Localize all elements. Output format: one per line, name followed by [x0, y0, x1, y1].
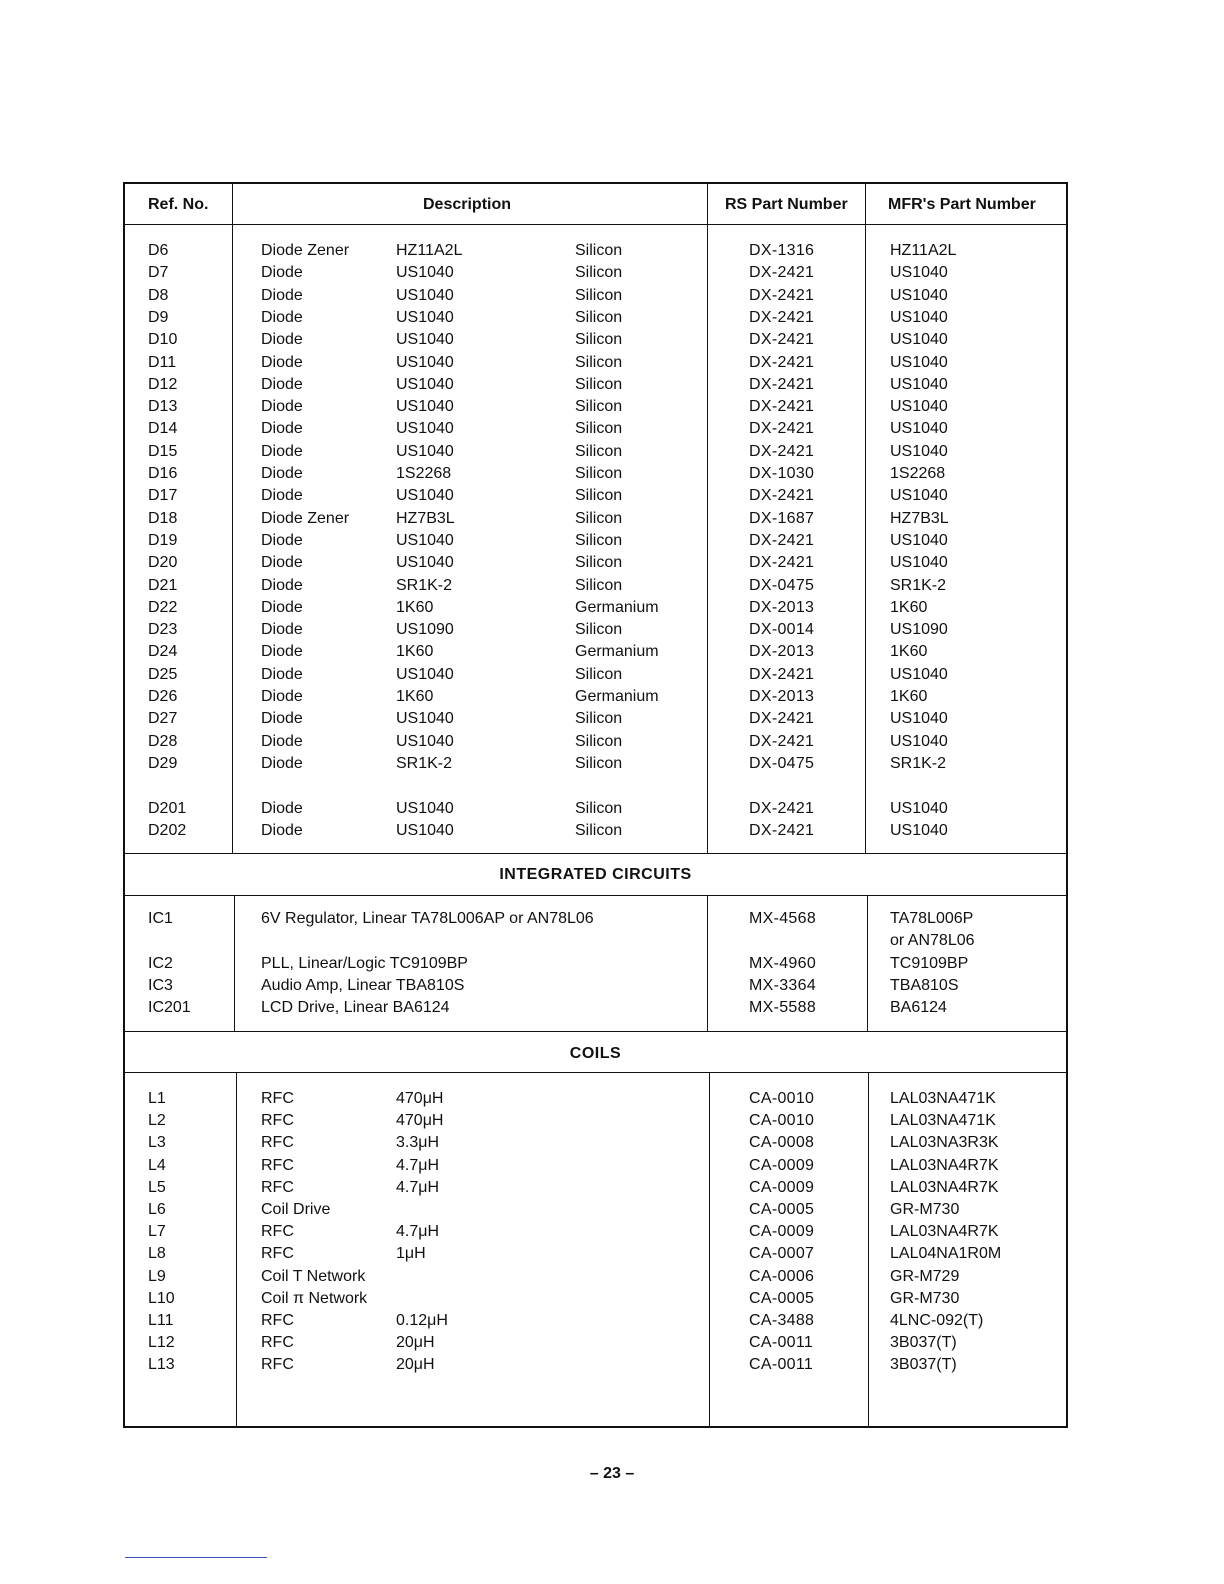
rs-part-number: DX-1687 — [749, 510, 815, 527]
mfr-part-number: LAL03NA471K — [890, 1112, 996, 1129]
ref-no: D10 — [148, 331, 178, 348]
component-material: Silicon — [575, 710, 623, 727]
rs-part-number: DX-0475 — [749, 755, 815, 772]
table-row — [125, 1354, 1066, 1376]
component-type: RFC — [261, 1334, 294, 1351]
component-type: Diode — [261, 287, 303, 304]
rs-part-number: CA-0008 — [749, 1134, 815, 1151]
table-row — [125, 441, 1066, 463]
rs-part-number: DX-2421 — [749, 420, 815, 437]
component-material: Silicon — [575, 822, 623, 839]
header-mfr-part: MFR's Part Number — [888, 196, 1036, 213]
table-row — [125, 1177, 1066, 1199]
mfr-part-number: GR-M730 — [890, 1201, 960, 1218]
table-row — [125, 641, 1066, 663]
component-description: 6V Regulator, Linear TA78L006AP or AN78L06 — [261, 910, 594, 927]
table-row — [125, 1243, 1066, 1265]
mfr-part-number: US1040 — [890, 331, 948, 348]
ref-no: D201 — [148, 800, 187, 817]
component-type: RFC — [261, 1312, 294, 1329]
rs-part-number: DX-2013 — [749, 599, 815, 616]
component-part: HZ7B3L — [396, 510, 455, 527]
mfr-part-number: LAL03NA4R7K — [890, 1179, 999, 1196]
component-part: US1040 — [396, 264, 454, 281]
ref-no: L9 — [148, 1268, 166, 1285]
mfr-part-number: US1040 — [890, 443, 948, 460]
ref-no: D26 — [148, 688, 178, 705]
component-type: Coil T Network — [261, 1268, 366, 1285]
component-value: 20μH — [396, 1334, 435, 1351]
mfr-part-number: LAL03NA3R3K — [890, 1134, 999, 1151]
ref-no: D6 — [148, 242, 169, 259]
table-row — [125, 1310, 1066, 1332]
table-row — [125, 908, 1066, 930]
component-part: SR1K-2 — [396, 755, 453, 772]
rs-part-number: DX-2421 — [749, 309, 815, 326]
ref-no: IC2 — [148, 954, 173, 972]
rs-part-number: CA-0011 — [749, 1334, 814, 1351]
ref-no: L10 — [148, 1290, 175, 1307]
component-part: US1040 — [396, 287, 454, 304]
component-type: RFC — [261, 1179, 294, 1196]
mfr-part-number: 1K60 — [890, 599, 928, 616]
mfr-part-number: US1040 — [890, 487, 948, 504]
component-type: Diode — [261, 710, 303, 727]
ref-no: D25 — [148, 666, 178, 683]
ref-no: L1 — [148, 1090, 166, 1107]
mfr-part-number: LAL03NA4R7K — [890, 1157, 999, 1174]
component-type: Diode — [261, 621, 303, 638]
mfr-part-number: or AN78L06 — [890, 932, 975, 950]
component-part: US1040 — [396, 733, 454, 750]
rs-part-number: DX-2421 — [749, 287, 815, 304]
ref-no: L13 — [148, 1356, 175, 1373]
component-part: US1040 — [396, 398, 454, 415]
rs-part-number: DX-2421 — [749, 666, 815, 683]
table-row — [125, 463, 1066, 485]
component-part: 1S2268 — [396, 465, 452, 482]
component-type: Diode — [261, 577, 303, 594]
component-part: US1040 — [396, 420, 454, 437]
mfr-part-number: BA6124 — [890, 999, 947, 1017]
ref-no: L5 — [148, 1179, 166, 1196]
component-type: RFC — [261, 1223, 294, 1240]
component-material: Germanium — [575, 688, 659, 705]
component-part: US1040 — [396, 554, 454, 571]
rs-part-number: CA-0009 — [749, 1179, 815, 1196]
component-type: Diode Zener — [261, 242, 350, 259]
component-part: US1040 — [396, 710, 454, 727]
component-material: Silicon — [575, 755, 623, 772]
component-type: Diode — [261, 599, 303, 616]
mfr-part-number: TC9109BP — [890, 954, 969, 972]
component-value: 0.12μH — [396, 1312, 448, 1329]
rs-part-number: DX-2421 — [749, 710, 815, 727]
rs-part-number: CA-0006 — [749, 1268, 815, 1285]
ref-no: IC201 — [148, 999, 191, 1017]
ref-no: D22 — [148, 599, 178, 616]
component-part: US1040 — [396, 487, 454, 504]
mfr-part-number: HZ11A2L — [890, 242, 957, 259]
table-row — [125, 753, 1066, 775]
table-row — [125, 1088, 1066, 1110]
component-description: PLL, Linear/Logic TC9109BP — [261, 954, 468, 972]
rs-part-number: DX-2421 — [749, 487, 815, 504]
rs-part-number: DX-2421 — [749, 331, 815, 348]
component-type: Diode — [261, 755, 303, 772]
component-material: Silicon — [575, 532, 623, 549]
component-part: SR1K-2 — [396, 577, 453, 594]
component-material: Silicon — [575, 420, 623, 437]
ref-no: L7 — [148, 1223, 166, 1240]
mfr-part-number: LAL04NA1R0M — [890, 1245, 1002, 1262]
table-row — [125, 1288, 1066, 1310]
component-type: Diode — [261, 554, 303, 571]
component-value: 4.7μH — [396, 1157, 440, 1174]
table-row — [125, 820, 1066, 842]
component-type: RFC — [261, 1134, 294, 1151]
mfr-part-number: 1K60 — [890, 643, 928, 660]
ref-no: L3 — [148, 1134, 166, 1151]
mfr-part-number: 4LNC-092(T) — [890, 1312, 984, 1329]
component-value: 4.7μH — [396, 1179, 440, 1196]
table-row — [125, 597, 1066, 619]
mfr-part-number: 3B037(T) — [890, 1356, 957, 1373]
component-type: Diode — [261, 420, 303, 437]
component-type: Coil Drive — [261, 1201, 331, 1218]
ref-no: L6 — [148, 1201, 166, 1218]
rs-part-number: CA-0005 — [749, 1201, 815, 1218]
rs-part-number: DX-2421 — [749, 532, 815, 549]
table-row — [125, 329, 1066, 351]
rs-part-number: CA-0010 — [749, 1090, 815, 1107]
table-row — [125, 1332, 1066, 1354]
rs-part-number: DX-2013 — [749, 688, 815, 705]
component-part: US1090 — [396, 621, 454, 638]
component-material: Germanium — [575, 643, 659, 660]
rs-part-number: DX-2421 — [749, 354, 815, 371]
component-type: Diode — [261, 443, 303, 460]
mfr-part-number: 1S2268 — [890, 465, 946, 482]
component-description: LCD Drive, Linear BA6124 — [261, 999, 450, 1017]
ref-no: D16 — [148, 465, 178, 482]
mfr-part-number: US1040 — [890, 309, 948, 326]
table-row — [125, 262, 1066, 284]
table-row — [125, 530, 1066, 552]
component-part: US1040 — [396, 354, 454, 371]
rs-part-number: MX-4960 — [749, 954, 817, 972]
mfr-part-number: GR-M729 — [890, 1268, 960, 1285]
parts-list-table — [123, 182, 1068, 1428]
component-part: US1040 — [396, 309, 454, 326]
table-row — [125, 930, 1066, 952]
component-part: 1K60 — [396, 599, 434, 616]
mfr-part-number: US1040 — [890, 733, 948, 750]
component-material: Germanium — [575, 599, 659, 616]
component-type: Coil π Network — [261, 1290, 368, 1307]
mfr-part-number: US1040 — [890, 710, 948, 727]
footnote-rule — [125, 1557, 267, 1558]
component-part: US1040 — [396, 800, 454, 817]
ref-no: D24 — [148, 643, 178, 660]
mfr-part-number: GR-M730 — [890, 1290, 960, 1307]
component-value: 470μH — [396, 1112, 444, 1129]
ref-no: D20 — [148, 554, 178, 571]
table-row — [125, 731, 1066, 753]
rs-part-number: DX-2013 — [749, 643, 815, 660]
component-material: Silicon — [575, 309, 623, 326]
table-row — [125, 552, 1066, 574]
table-row — [125, 997, 1066, 1019]
component-material: Silicon — [575, 554, 623, 571]
rs-part-number: CA-0005 — [749, 1290, 815, 1307]
ref-no: D29 — [148, 755, 178, 772]
mfr-part-number: SR1K-2 — [890, 577, 947, 594]
ref-no: D27 — [148, 710, 178, 727]
rs-part-number: DX-1316 — [749, 242, 815, 259]
table-row — [125, 575, 1066, 597]
component-type: RFC — [261, 1090, 294, 1107]
rs-part-number: DX-2421 — [749, 264, 815, 281]
ref-no: L2 — [148, 1112, 166, 1129]
rs-part-number: DX-2421 — [749, 443, 815, 460]
component-material: Silicon — [575, 264, 623, 281]
ref-no: D9 — [148, 309, 169, 326]
ref-no: D11 — [148, 354, 177, 371]
component-type: Diode — [261, 532, 303, 549]
table-row — [125, 1199, 1066, 1221]
component-part: HZ11A2L — [396, 242, 463, 259]
mfr-part-number: US1040 — [890, 532, 948, 549]
ic-section-top-divider — [125, 853, 1066, 854]
table-row — [125, 664, 1066, 686]
component-material: Silicon — [575, 666, 623, 683]
component-type: Diode — [261, 376, 303, 393]
table-row — [125, 374, 1066, 396]
component-type: Diode — [261, 822, 303, 839]
component-type: Diode — [261, 733, 303, 750]
ref-no: D202 — [148, 822, 187, 839]
table-row — [125, 708, 1066, 730]
mfr-part-number: HZ7B3L — [890, 510, 949, 527]
ic-section-title: INTEGRATED CIRCUITS — [499, 866, 692, 883]
component-part: US1040 — [396, 532, 454, 549]
component-part: US1040 — [396, 666, 454, 683]
rs-part-number: DX-2421 — [749, 800, 815, 817]
table-row — [125, 1221, 1066, 1243]
mfr-part-number: US1040 — [890, 398, 948, 415]
mfr-part-number: LAL03NA4R7K — [890, 1223, 999, 1240]
component-material: Silicon — [575, 465, 623, 482]
mfr-part-number: US1040 — [890, 264, 948, 281]
ref-no: IC3 — [148, 976, 173, 994]
component-material: Silicon — [575, 443, 623, 460]
header-divider — [125, 224, 1066, 225]
mfr-part-number: US1040 — [890, 822, 948, 839]
component-type: Diode — [261, 666, 303, 683]
component-material: Silicon — [575, 398, 623, 415]
mfr-part-number: US1040 — [890, 800, 948, 817]
component-material: Silicon — [575, 242, 623, 259]
rs-part-number: DX-0014 — [749, 621, 815, 638]
table-row — [125, 1110, 1066, 1132]
component-type: RFC — [261, 1356, 294, 1373]
component-part: US1040 — [396, 331, 454, 348]
table-row — [125, 619, 1066, 641]
component-material: Silicon — [575, 577, 623, 594]
table-row — [125, 1132, 1066, 1154]
header-rs-part: RS Part Number — [725, 196, 848, 213]
mfr-part-number: US1040 — [890, 354, 948, 371]
component-type: Diode — [261, 688, 303, 705]
component-type: RFC — [261, 1245, 294, 1262]
table-row — [125, 240, 1066, 262]
mfr-part-number: US1040 — [890, 376, 948, 393]
component-type: Diode Zener — [261, 510, 350, 527]
table-row — [125, 508, 1066, 530]
ref-no: D14 — [148, 420, 178, 437]
component-part: US1040 — [396, 822, 454, 839]
component-part: 1K60 — [396, 643, 434, 660]
component-type: RFC — [261, 1157, 294, 1174]
ref-no: D18 — [148, 510, 178, 527]
component-material: Silicon — [575, 287, 623, 304]
component-material: Silicon — [575, 621, 623, 638]
table-row — [125, 1155, 1066, 1177]
ref-no: D12 — [148, 376, 178, 393]
component-type: RFC — [261, 1112, 294, 1129]
table-row — [125, 285, 1066, 307]
table-row — [125, 418, 1066, 440]
mfr-part-number: US1090 — [890, 621, 948, 638]
ref-no: L11 — [148, 1312, 174, 1329]
table-row — [125, 975, 1066, 997]
rs-part-number: CA-0011 — [749, 1356, 814, 1373]
table-row — [125, 352, 1066, 374]
rs-part-number: MX-5588 — [749, 999, 817, 1017]
component-material: Silicon — [575, 800, 623, 817]
header-ref: Ref. No. — [148, 196, 209, 213]
ref-no: D19 — [148, 532, 178, 549]
mfr-part-number: LAL03NA471K — [890, 1090, 996, 1107]
table-row — [125, 485, 1066, 507]
mfr-part-number: US1040 — [890, 666, 948, 683]
ic-section-bottom-divider — [125, 895, 1066, 896]
component-material: Silicon — [575, 376, 623, 393]
component-type: Diode — [261, 354, 303, 371]
rs-part-number: DX-1030 — [749, 465, 815, 482]
component-material: Silicon — [575, 487, 623, 504]
component-value: 20μH — [396, 1356, 435, 1373]
ref-no: D21 — [148, 577, 178, 594]
rs-part-number: CA-0009 — [749, 1157, 815, 1174]
component-material: Silicon — [575, 733, 623, 750]
component-material: Silicon — [575, 510, 623, 527]
component-material: Silicon — [575, 354, 623, 371]
mfr-part-number: 1K60 — [890, 688, 928, 705]
coil-section-top-divider — [125, 1031, 1066, 1032]
ref-no: D13 — [148, 398, 178, 415]
component-value: 470μH — [396, 1090, 444, 1107]
coil-section-bottom-divider — [125, 1072, 1066, 1073]
component-type: Diode — [261, 309, 303, 326]
rs-part-number: DX-2421 — [749, 398, 815, 415]
rs-part-number: CA-0010 — [749, 1112, 815, 1129]
rs-part-number: MX-3364 — [749, 976, 817, 994]
component-value: 3.3μH — [396, 1134, 440, 1151]
component-part: US1040 — [396, 376, 454, 393]
ref-no: IC1 — [148, 910, 173, 927]
table-row — [125, 686, 1066, 708]
component-type: Diode — [261, 398, 303, 415]
component-type: Diode — [261, 800, 303, 817]
component-value: 1μH — [396, 1245, 426, 1262]
header-description: Description — [423, 196, 512, 213]
rs-part-number: DX-0475 — [749, 577, 815, 594]
component-description: Audio Amp, Linear TBA810S — [261, 976, 465, 994]
mfr-part-number: TA78L006P — [890, 910, 974, 927]
component-part: 1K60 — [396, 688, 434, 705]
table-row — [125, 798, 1066, 820]
rs-part-number: CA-0009 — [749, 1223, 815, 1240]
ref-no: D23 — [148, 621, 178, 638]
ref-no: L12 — [148, 1334, 175, 1351]
component-material: Silicon — [575, 331, 623, 348]
rs-part-number: DX-2421 — [749, 554, 815, 571]
table-row — [125, 953, 1066, 975]
table-row — [125, 396, 1066, 418]
component-value: 4.7μH — [396, 1223, 440, 1240]
ref-no: D8 — [148, 287, 169, 304]
mfr-part-number: US1040 — [890, 287, 948, 304]
table-row — [125, 307, 1066, 329]
coil-section-title: COILS — [569, 1045, 622, 1062]
table-row — [125, 1266, 1066, 1288]
ref-no: L4 — [148, 1157, 166, 1174]
rs-part-number: CA-3488 — [749, 1312, 815, 1329]
component-type: Diode — [261, 465, 303, 482]
component-type: Diode — [261, 264, 303, 281]
ref-no: D7 — [148, 264, 169, 281]
rs-part-number: DX-2421 — [749, 822, 815, 839]
component-type: Diode — [261, 487, 303, 504]
mfr-part-number: US1040 — [890, 554, 948, 571]
component-type: Diode — [261, 643, 303, 660]
ref-no: D28 — [148, 733, 178, 750]
rs-part-number: DX-2421 — [749, 733, 815, 750]
ref-no: D17 — [148, 487, 178, 504]
mfr-part-number: US1040 — [890, 420, 948, 437]
rs-part-number: MX-4568 — [749, 910, 817, 927]
mfr-part-number: TBA810S — [890, 976, 959, 994]
component-part: US1040 — [396, 443, 454, 460]
page-number: – 23 – — [589, 1465, 635, 1482]
ref-no: D15 — [148, 443, 178, 460]
mfr-part-number: SR1K-2 — [890, 755, 947, 772]
component-type: Diode — [261, 331, 303, 348]
rs-part-number: DX-2421 — [749, 376, 815, 393]
ref-no: L8 — [148, 1245, 166, 1262]
rs-part-number: CA-0007 — [749, 1245, 815, 1262]
mfr-part-number: 3B037(T) — [890, 1334, 957, 1351]
